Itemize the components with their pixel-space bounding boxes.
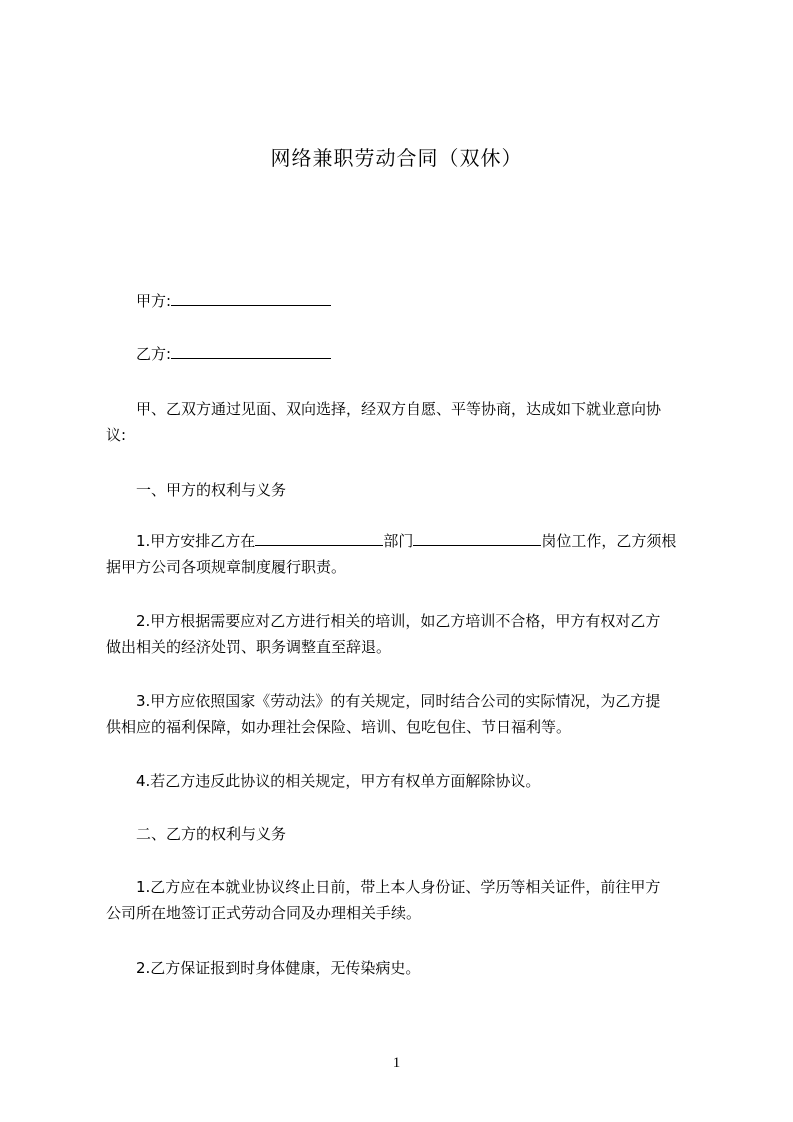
- position-blank: [413, 529, 541, 546]
- s2-item2-line1: 2.乙方保证报到时身体健康，无传染病史。: [136, 959, 421, 977]
- party-a-label: 甲方:: [136, 292, 172, 310]
- s1-item1-line1: [136, 528, 732, 554]
- section1-heading: 一、甲方的权利与义务: [136, 481, 287, 499]
- intro-paragraph-line2: 议:: [106, 426, 127, 444]
- party-b-blank: [171, 342, 331, 359]
- document-title: 网络兼职劳动合同（双休）: [270, 146, 523, 170]
- intro-paragraph-line1: 甲、乙双方通过见面、双向选择，经双方自愿、平等协商，达成如下就业意向协: [136, 400, 662, 418]
- s1-item3-line1: 3.甲方应依照国家《劳动法》的有关规定，同时结合公司的实际情况，为乙方提: [136, 692, 661, 710]
- s1-item1-part3: 岗位工作，乙方须根: [541, 532, 677, 550]
- s1-item3-line2: 供相应的福利保障，如办理社会保险、培训、包吃包住、节日福利等。: [106, 718, 572, 736]
- s1-item2-line2: 做出相关的经济处罚、职务调整直至辞退。: [106, 638, 392, 656]
- party-b-label: 乙方:: [136, 345, 172, 363]
- party-a-line: [136, 288, 732, 314]
- party-a-blank: [171, 289, 331, 306]
- party-b-line: [136, 341, 732, 367]
- s2-item1-line1: 1.乙方应在本就业协议终止日前，带上本人身份证、学历等相关证件，前往甲方: [136, 878, 661, 896]
- section2-heading: 二、乙方的权利与义务: [136, 825, 287, 843]
- s2-item1-line2: 公司所在地签订正式劳动合同及办理相关手续。: [106, 904, 422, 922]
- s1-item1-part2: 部门: [383, 532, 414, 550]
- page-number: 1: [392, 1055, 401, 1071]
- s1-item1-line2: 据甲方公司各项规章制度履行职责。: [106, 558, 347, 576]
- department-blank: [255, 529, 383, 546]
- s1-item1-part1: 1.甲方安排乙方在: [136, 532, 256, 550]
- s1-item2-line1: 2.甲方根据需要应对乙方进行相关的培训，如乙方培训不合格，甲方有权对乙方: [136, 612, 661, 630]
- s1-item4-line1: 4.若乙方违反此协议的相关规定，甲方有权单方面解除协议。: [136, 772, 541, 790]
